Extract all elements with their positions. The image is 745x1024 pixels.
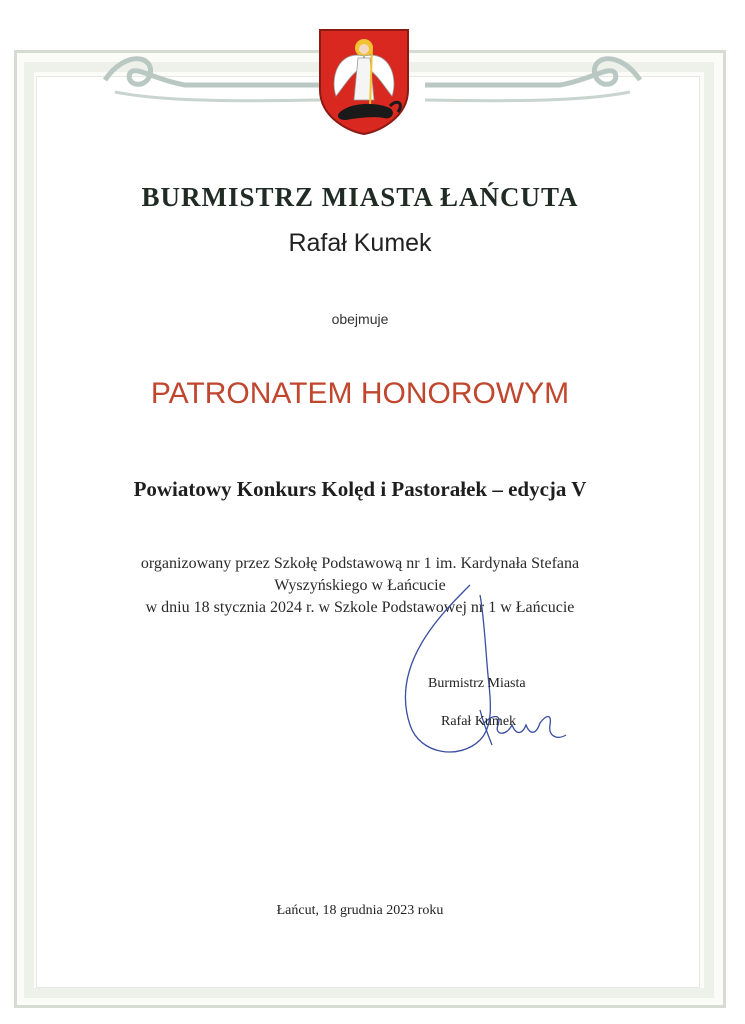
patronage-heading: PATRONATEM HONOROWYM [150, 377, 570, 410]
verb-text: obejmuje [331, 311, 389, 327]
document-title: BURMISTRZ MIASTA ŁAŃCUTA [141, 182, 579, 212]
contest-name: Powiatowy Konkurs Kolęd i Pastorałek – edycja V [133, 477, 587, 501]
place-and-date: Łańcut, 18 grudnia 2023 roku [276, 903, 444, 918]
signature-role: Burmistrz Miasta [428, 676, 526, 691]
organizer-text [0, 553, 720, 619]
organizer-line: Wyszyńskiego w Łańcucie [274, 577, 446, 594]
signature-name: Rafał Kumek [441, 714, 517, 729]
lancut-coat-of-arms-icon [318, 28, 410, 136]
organizer-line: organizowany przez Szkołę Podstawową nr 1 im. Kardynała Stefana [140, 555, 580, 572]
organizer-line: w dniu 18 stycznia 2024 r. w Szkole Podstawowej nr 1 w Łańcucie [145, 599, 575, 616]
handwritten-signature [380, 575, 580, 765]
mayor-name: Rafał Kumek [288, 229, 432, 257]
